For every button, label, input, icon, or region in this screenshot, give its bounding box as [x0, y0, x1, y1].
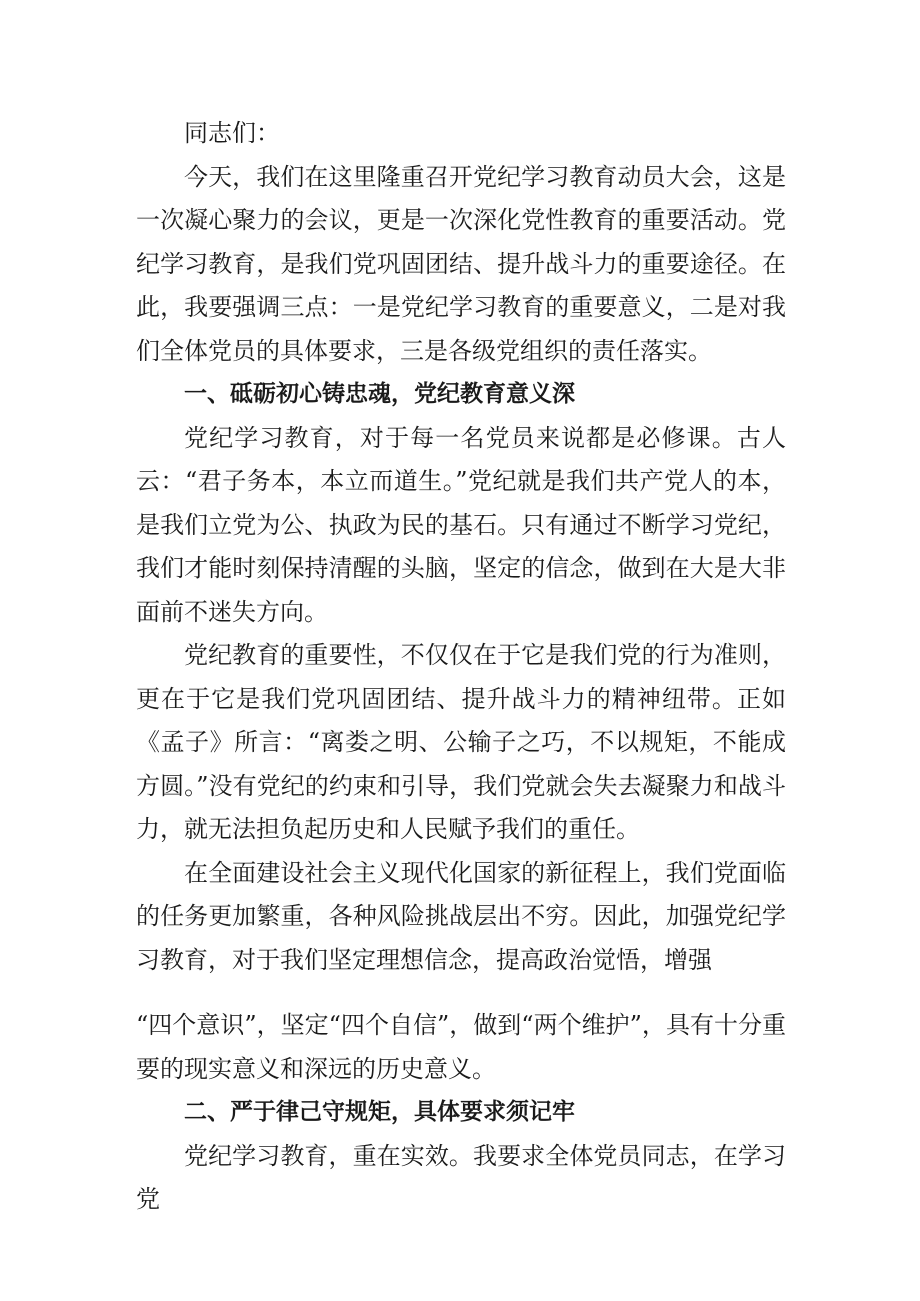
- section-1-paragraph-3: 在全面建设社会主义现代化国家的新征程上，我们党面临的任务更加繁重，各种风险挑战层出不穷。因此，加强党纪学习教育，对于我们坚定理想信念，提高政治觉悟，增强: [136, 858, 786, 974]
- salutation: 同志们：: [184, 119, 280, 147]
- intro-paragraph: 今天，我们在这里隆重召开党纪学习教育动员大会，这是一次凝心聚力的会议，更是一次深化党性教育的重要活动。党纪学习教育，是我们党巩固团结、提升战斗力的重要途径。在此，我要强调三点：一是党纪学习教育的重要意义，二是对我们全体党员的具体要求，三是各级党组织的责任落实。: [136, 162, 786, 365]
- document-body: [136, 112, 786, 1222]
- section-1-paragraph-2: 党纪教育的重要性，不仅仅在于它是我们党的行为准则，更在于它是我们党巩固团结、提升战斗力的精神纽带。正如《孟子》所言：“离娄之明、公输子之巧，不以规矩，不能成方圆。”没有党纪的约束和引导，我们党就会失去凝聚力和战斗力，就无法担负起历史和人民赋予我们的重任。: [136, 641, 786, 843]
- section-2-heading: 二、严于律己守规矩，具体要求须记牢: [184, 1099, 575, 1125]
- section-1-paragraph-3-continuation: “四个意识”，坚定“四个自信”，做到“两个维护”，具有十分重要的现实意义和深远的历史意义。: [136, 1011, 786, 1083]
- section-2-paragraph-1: 党纪学习教育，重在实效。我要求全体党员同志，在学习党: [136, 1141, 786, 1213]
- section-1-paragraph-1: 党纪学习教育，对于每一名党员来说都是必修课。古人云：“君子务本，本立而道生。”党纪就是我们共产党人的本，是我们立党为公、执政为民的基石。只有通过不断学习党纪，我们才能时刻保持清醒的头脑，坚定的信念，做到在大是大非面前不迷失方向。: [136, 423, 786, 626]
- section-1-heading: 一、砥砺初心铸忠魂，党纪教育意义深: [184, 381, 575, 407]
